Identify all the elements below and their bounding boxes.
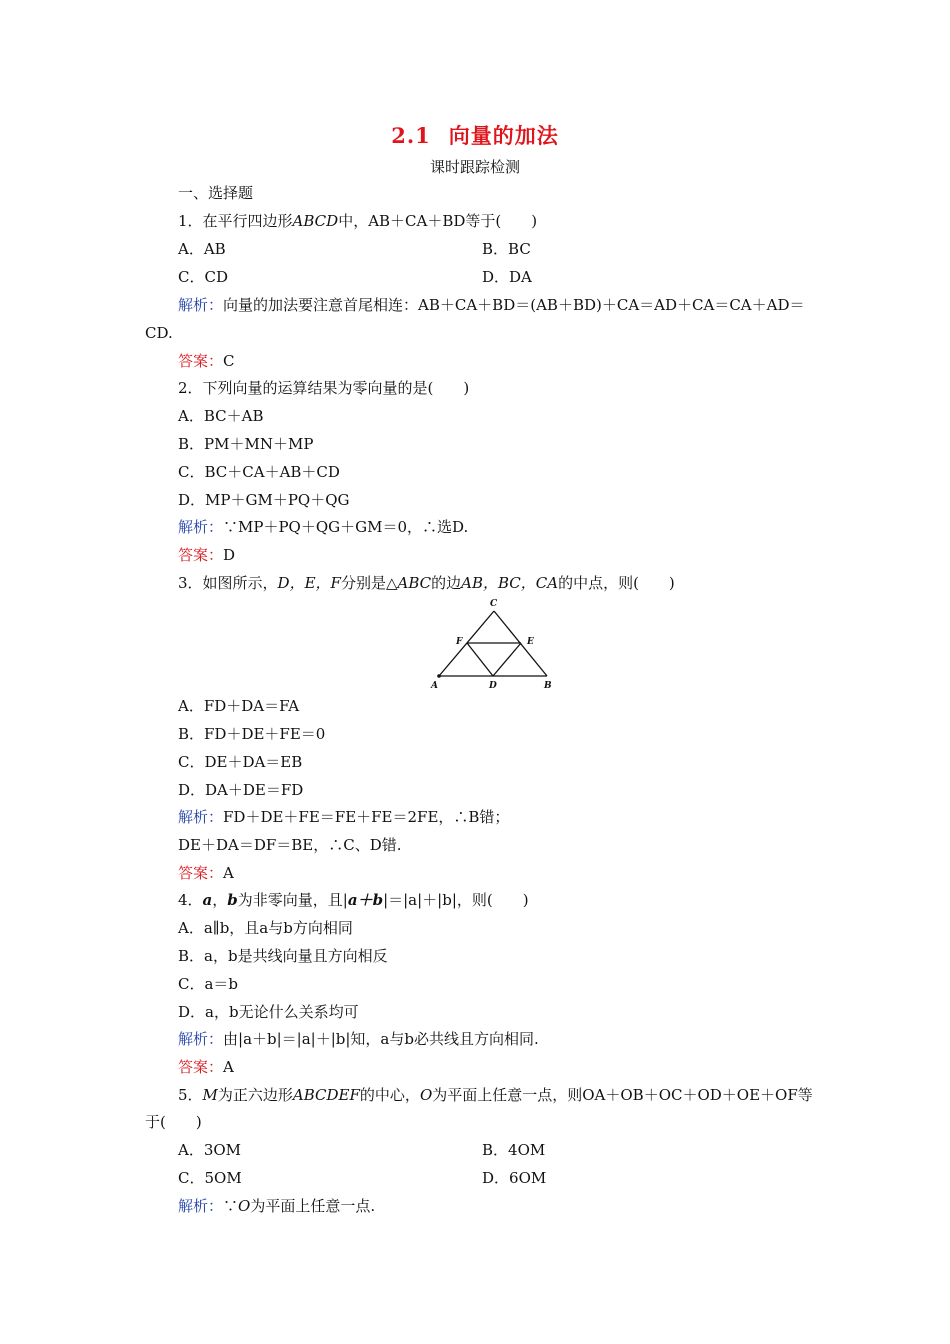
q4-stem: 4．a，b为非零向量，且|a＋b|＝|a|＋|b|，则( )	[178, 891, 529, 909]
page-title	[0, 120, 950, 150]
label-f: F	[456, 637, 463, 647]
label-b: B	[544, 681, 552, 691]
analysis-label: 解析：	[178, 1030, 224, 1048]
analysis-label: 解析：	[178, 518, 224, 536]
answer-label: 答案：	[178, 864, 224, 882]
q3-analysis: 解析：FD＋DE＋FE＝FE＋FE＝2FE，∴B错；	[178, 808, 510, 826]
q4-option-c: C．a＝b	[178, 975, 239, 993]
q3-analysis-2: DE＋DA＝DF＝BE，∴C、D错.	[178, 836, 402, 854]
triangle-figure	[427, 597, 557, 693]
q1-option-a: A．AB	[178, 240, 226, 258]
q5-stem: 5．M为正六边形ABCDEF的中心，O为平面上任意一点，则OA＋OB＋OC＋OD＋OE＋OF等	[178, 1086, 813, 1104]
q2-option-c: C．BC＋CA＋AB＋CD	[178, 463, 340, 481]
q2-analysis: 解析：∵MP＋PQ＋QG＋GM＝0，∴选D.	[178, 518, 469, 536]
q4-option-d: D．a，b无论什么关系均可	[178, 1003, 359, 1021]
label-d: D	[489, 681, 497, 691]
title-text: 向量的加法	[448, 123, 559, 148]
q3-option-d: D．DA＋DE＝FD	[178, 781, 304, 799]
q3-option-b: B．FD＋DE＋FE＝0	[178, 725, 326, 743]
q1-stem: 1．在平行四边形ABCD中，AB＋CA＋BD等于( )	[178, 212, 538, 230]
q5-option-b: B．4OM	[482, 1141, 546, 1159]
section-heading: 一、选择题	[178, 184, 254, 202]
q4-option-a: A．a∥b，且a与b方向相同	[178, 919, 353, 937]
q1-analysis: 解析：向量的加法要注意首尾相连：AB＋CA＋BD＝(AB＋BD)＋CA＝AD＋CA＝CA＋AD＝	[178, 296, 805, 314]
answer-label: 答案：	[178, 352, 224, 370]
label-e: E	[527, 637, 534, 647]
q5-stem-wrap: 于( )	[145, 1113, 202, 1131]
analysis-label: 解析：	[178, 808, 224, 826]
page-subtitle: 课时跟踪检测	[429, 158, 520, 176]
q4-option-b: B．a，b是共线向量且方向相反	[178, 947, 388, 965]
q5-option-c: C．5OM	[178, 1169, 242, 1187]
q2-option-b: B．PM＋MN＋MP	[178, 435, 314, 453]
q1-answer: 答案：C	[178, 352, 235, 370]
q4-analysis: 解析：由|a＋b|＝|a|＋|b|知，a与b必共线且方向相同.	[178, 1030, 539, 1048]
q1-option-d: D．DA	[482, 268, 532, 286]
label-a: A	[431, 681, 438, 691]
analysis-label: 解析：	[178, 296, 224, 314]
q3-option-a: A．FD＋DA＝FA	[178, 697, 300, 715]
q3-option-c: C．DE＋DA＝EB	[178, 753, 303, 771]
answer-label: 答案：	[178, 1058, 224, 1076]
answer-label: 答案：	[178, 546, 224, 564]
q1-analysis-wrap: CD.	[145, 324, 173, 342]
q5-option-a: A．3OM	[178, 1141, 242, 1159]
q2-stem: 2．下列向量的运算结果为零向量的是( )	[178, 379, 470, 397]
q2-option-a: A．BC＋AB	[178, 407, 264, 425]
q5-option-d: D．6OM	[482, 1169, 547, 1187]
q1-option-c: C．CD	[178, 268, 228, 286]
section-number: 2.1	[391, 123, 431, 148]
q4-answer: 答案：A	[178, 1058, 234, 1076]
q3-stem: 3．如图所示，D，E，F分别是△ABC的边AB，BC，CA的中点，则( )	[178, 574, 675, 592]
q1-option-b: B．BC	[482, 240, 531, 258]
q3-answer: 答案：A	[178, 864, 234, 882]
analysis-label: 解析：	[178, 1197, 224, 1215]
q2-answer: 答案：D	[178, 546, 236, 564]
q2-option-d: D．MP＋GM＋PQ＋QG	[178, 491, 350, 509]
label-c: C	[490, 599, 498, 609]
q5-analysis: 解析：∵O为平面上任意一点.	[178, 1197, 376, 1215]
